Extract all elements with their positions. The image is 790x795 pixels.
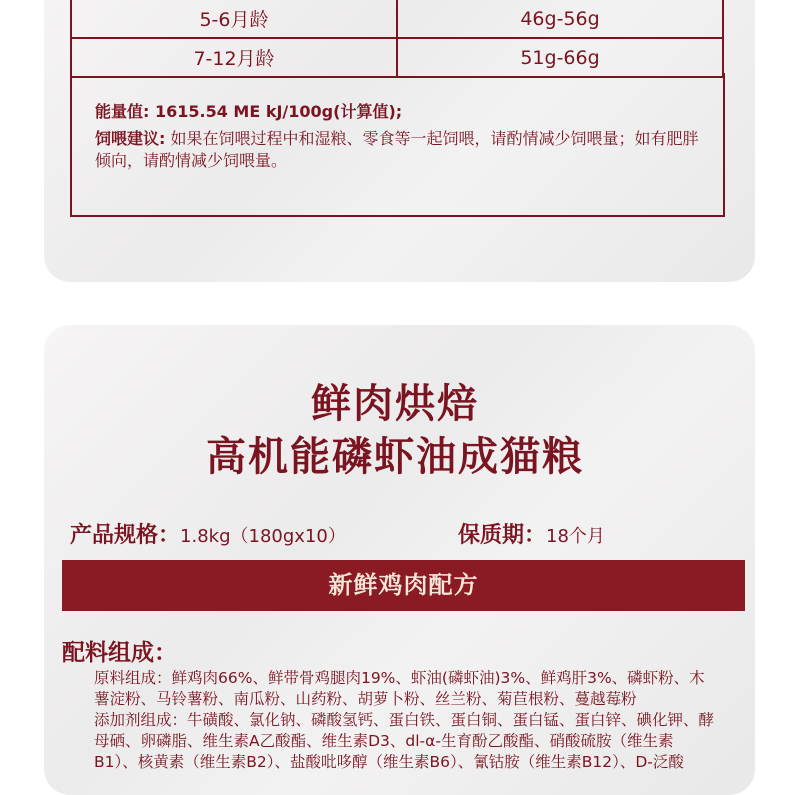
table-row bbox=[71, 0, 723, 38]
shelf-life bbox=[458, 518, 605, 549]
product-spec bbox=[70, 518, 346, 549]
feeding-advice-text: 如果在饲喂过程中和湿粮、零食等一起饲喂，请酌情减少饲喂量；如有肥胖倾向，请酌情减少饲喂量。 bbox=[95, 129, 699, 170]
feeding-advice-label: 饲喂建议: bbox=[95, 129, 166, 148]
nutrition-info-box bbox=[70, 73, 725, 217]
shelf-life-value: 18个月 bbox=[546, 526, 605, 547]
recipe-banner: 新鲜鸡肉配方 bbox=[62, 560, 745, 611]
amount-cell: 51g-66g bbox=[397, 38, 723, 77]
spec-value: 1.8kg（180gx10） bbox=[180, 526, 346, 547]
amount-cell: 46g-56g bbox=[397, 0, 723, 38]
spec-label: 产品规格： bbox=[70, 523, 181, 548]
energy-value: 能量值: 1615.54 ME kJ/100g(计算值); bbox=[95, 102, 403, 121]
table-row bbox=[71, 38, 723, 77]
ingredients-text bbox=[94, 668, 714, 773]
additives: 添加剂组成：牛磺酸、氯化钠、磷酸氢钙、蛋白铁、蛋白铜、蛋白锰、蛋白锌、碘化钾、酵母硒、卵磷脂、维生素A乙酸酯、维生素D3、dl-α-生育酚乙酸酯、硝酸硫胺（维生素B1）、核黄素（维生素B2）、盐酸吡哆醇（维生素B6）、氰钴胺（维生素B12）、D-泛酸 bbox=[94, 711, 715, 771]
raw-materials: 原料组成：鲜鸡肉66%、鲜带骨鸡腿肉19%、虾油(磷虾油)3%、鲜鸡肝3%、磷虾粉、木薯淀粉、马铃薯粉、南瓜粉、山药粉、胡萝卜粉、丝兰粉、菊苣根粉、蔓越莓粉 bbox=[94, 669, 705, 708]
age-cell: 5-6月龄 bbox=[71, 0, 397, 38]
product-title-line2: 高机能磷虾油成猫粮 bbox=[206, 434, 584, 480]
feeding-advice bbox=[95, 128, 705, 172]
shelf-life-label: 保质期： bbox=[458, 523, 547, 548]
composition-heading: 配料组成： bbox=[62, 640, 177, 666]
feeding-table bbox=[70, 0, 724, 78]
age-cell: 7-12月龄 bbox=[71, 38, 397, 77]
product-title-line1: 鲜肉烘焙 bbox=[311, 381, 479, 427]
